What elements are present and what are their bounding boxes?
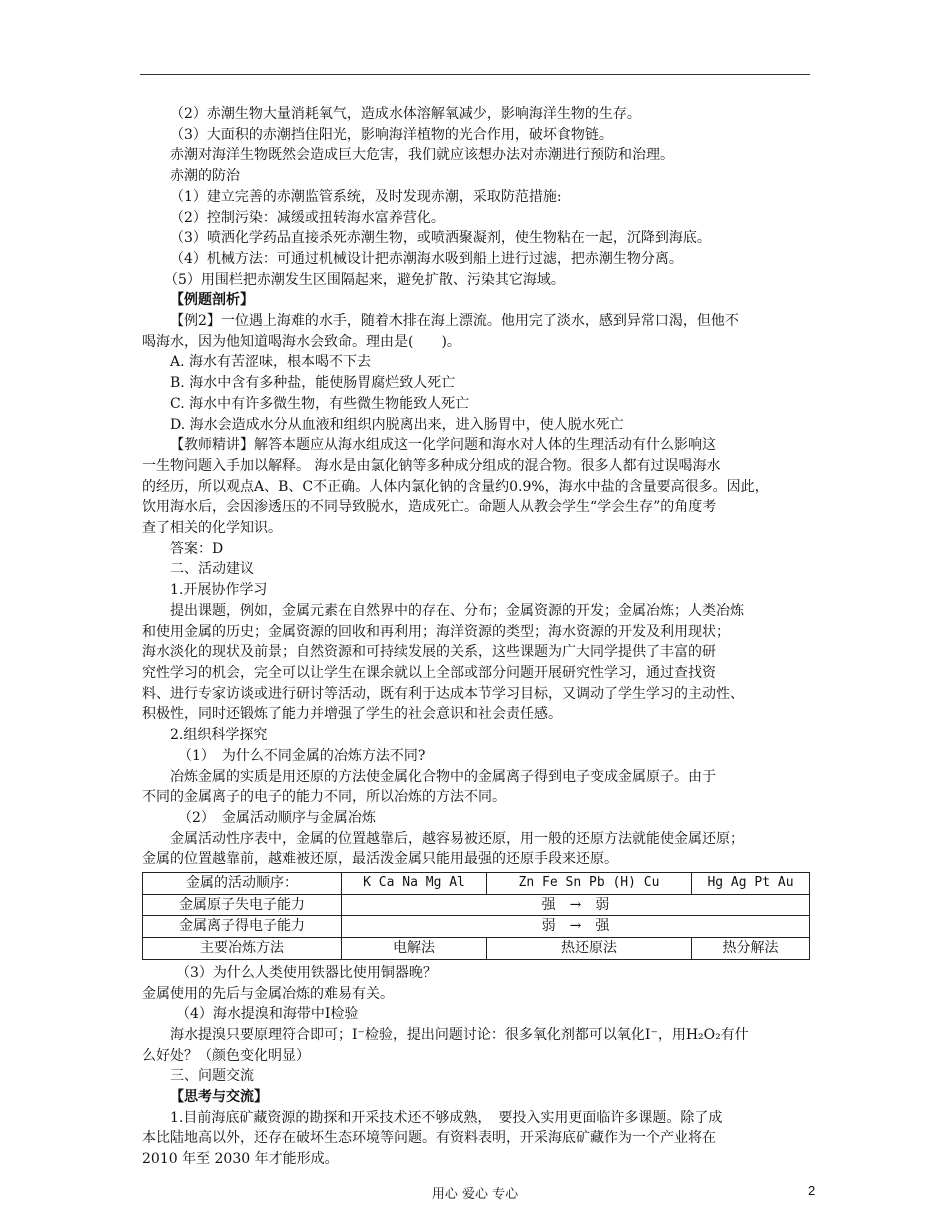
text-line: 2010 年至 2030 年才能形成。 [142,1151,339,1168]
header-rule [140,74,810,75]
text-line: （3）大面积的赤潮挡住阳光，影响海洋植物的光合作用，破坏食物链。 [170,126,613,143]
text-line: 1.目前海底矿藏资源的勘探和开采技术还不够成熟， 要投入实用更面临许多课题。除了成 [170,1109,723,1126]
text-line: 不同的金属离子的电子的能力不同，所以冶炼的方法不同。 [142,789,506,806]
text-line: 喝海水，因为他知道喝海水会致命。理由是( )。 [142,333,461,350]
table-row [143,873,810,895]
table-cell: 热还原法 [487,938,692,960]
text-line: 的经历，所以观点A、B、C不正确。人体内氯化钠的含量约0.9%，海水中盐的含量要高很多。因此， [142,478,769,495]
text-line: 查了相关的化学知识。 [142,520,282,537]
text-line: 二、活动建议 [170,561,254,578]
text-line: 【教师精讲】解答本题应从海水组成这一化学问题和海水对人体的生理活动有什么影响这 [170,437,716,454]
text-line: 究性学习的机会，完全可以让学生在课余就以上全部或部分问题开展研究性学习，通过查找资 [142,664,716,681]
text-line: 一生物问题入手加以解释。 海水是由氯化钠等多种成分组成的混合物。很多人都有过误喝海水 [142,457,721,474]
text-line: （3）喷洒化学药品直接杀死赤潮生物，或喷洒聚凝剂，使生物粘在一起，沉降到海底。 [170,230,711,247]
text-line: （2）赤潮生物大量消耗氧气，造成水体溶解氧减少，影响海洋生物的生存。 [170,106,641,122]
text-line: （3）为什么人类使用铁器比使用铜器晚？ [176,964,437,981]
text-line: D. 海水会造成水分从血液和组织内脱离出来，进入肠胃中，使人脱水死亡 [170,416,624,433]
table-cell: 电解法 [342,938,487,960]
text-line: 赤潮的防治 [170,168,240,185]
text-line: B. 海水中含有多种盐，能使肠胃腐烂致人死亡 [170,375,456,392]
text-line: 2.组织科学探究 [170,727,268,744]
table-cell: K Ca Na Mg Al [342,873,487,895]
table-cell: 弱 → 强 [342,916,810,938]
text-line: 金属的位置越靠前，越难被还原，最活泼金属只能用最强的还原手段来还原。 [142,851,618,868]
text-line: 答案：D [170,540,224,557]
text-line: A. 海水有苦涩味，根本喝不下去 [170,354,372,371]
text-line: 【例题剖析】 [170,292,254,309]
text-line: （2） 金属活动顺序与金属冶炼 [178,809,376,826]
text-line: 提出课题，例如，金属元素在自然界中的存在、分布；金属资源的开发；金属冶炼；人类冶炼 [170,602,744,619]
table-cell: Zn Fe Sn Pb (H) Cu [487,873,692,895]
table-cell: 金属离子得电子能力 [143,916,342,938]
text-line: 么好处？（颜色变化明显） [142,1047,310,1064]
text-line: 1.开展协作学习 [170,582,268,599]
text-line: 金属使用的先后与金属冶炼的难易有关。 [142,985,394,1002]
table-row [143,894,810,916]
text-line: （1） 为什么不同金属的冶炼方法不同? [178,747,426,764]
text-line: （4）海水提溴和海带中I检验 [176,1006,359,1023]
table-cell: 热分解法 [692,938,810,960]
text-line: 积极性，同时还锻炼了能力并增强了学生的社会意识和社会责任感。 [142,706,562,723]
text-line: 海水淡化的现状及前景；自然资源和可持续发展的关系，这些课题为广大同学提供了丰富的研 [142,644,716,661]
table-cell: 金属的活动顺序： [143,873,342,895]
page-number: 2 [808,1183,816,1198]
table-row [143,938,810,960]
table-row [143,916,810,938]
text-line: （4）机械方法：可通过机械设计把赤潮海水吸到船上进行过滤，把赤潮生物分离。 [170,250,683,267]
text-line: 料、进行专家访谈或进行研讨等活动，既有利于达成本节学习目标，又调动了学生学习的主动性、 [142,685,744,702]
table-cell: 金属原子失电子能力 [143,894,342,916]
text-line: C. 海水中有许多微生物，有些微生物能致人死亡 [170,395,470,412]
page-body [142,104,812,1170]
text-line: 赤潮对海洋生物既然会造成巨大危害，我们就应该想办法对赤潮进行预防和治理。 [170,147,674,164]
footer-motto: 用心 爱心 专心 [431,1187,519,1202]
text-line: 三、问题交流 [170,1068,254,1085]
text-line: （1）建立完善的赤潮监管系统，及时发现赤潮，采取防范措施: [170,188,562,205]
text-line: 和使用金属的历史；金属资源的回收和再利用；海洋资源的类型；海水资源的开发及利用现状； [142,623,730,640]
text-line: 本比陆地高以外，还存在破坏生态环境等问题。有资料表明，开采海底矿藏作为一个产业将在 [142,1130,716,1147]
metal-activity-table [142,872,810,960]
text-block-bottom [142,963,812,1170]
text-line: 【例2】一位遇上海难的水手，随着木排在海上漂流。他用完了淡水，感到异常口渴，但他不 [170,313,739,330]
table-cell: 主要冶炼方法 [143,938,342,960]
text-block-top [142,104,812,870]
text-line: 冶炼金属的实质是用还原的方法使金属化合物中的金属离子得到电子变成金属原子。由于 [170,768,716,785]
text-line: （5）用围栏把赤潮发生区围隔起来，避免扩散、污染其它海域。 [164,271,565,288]
text-line: 饮用海水后，会因渗透压的不同导致脱水，造成死亡。命题人从教会学生“学会生存”的角度考 [142,499,717,516]
text-line: 【思考与交流】 [170,1089,268,1106]
text-line: 金属活动性序表中，金属的位置越靠后，越容易被还原，用一般的还原方法就能使金属还原； [170,830,744,847]
text-line: （2）控制污染：减缓或扭转海水富养营化。 [170,209,445,226]
text-line: 海水提溴只要原理符合即可；I⁻检验，提出问题讨论：很多氧化剂都可以氧化I⁻，用H₂O₂有什 [170,1026,749,1043]
table-cell: 强 → 弱 [342,894,810,916]
table-cell: Hg Ag Pt Au [692,873,810,895]
